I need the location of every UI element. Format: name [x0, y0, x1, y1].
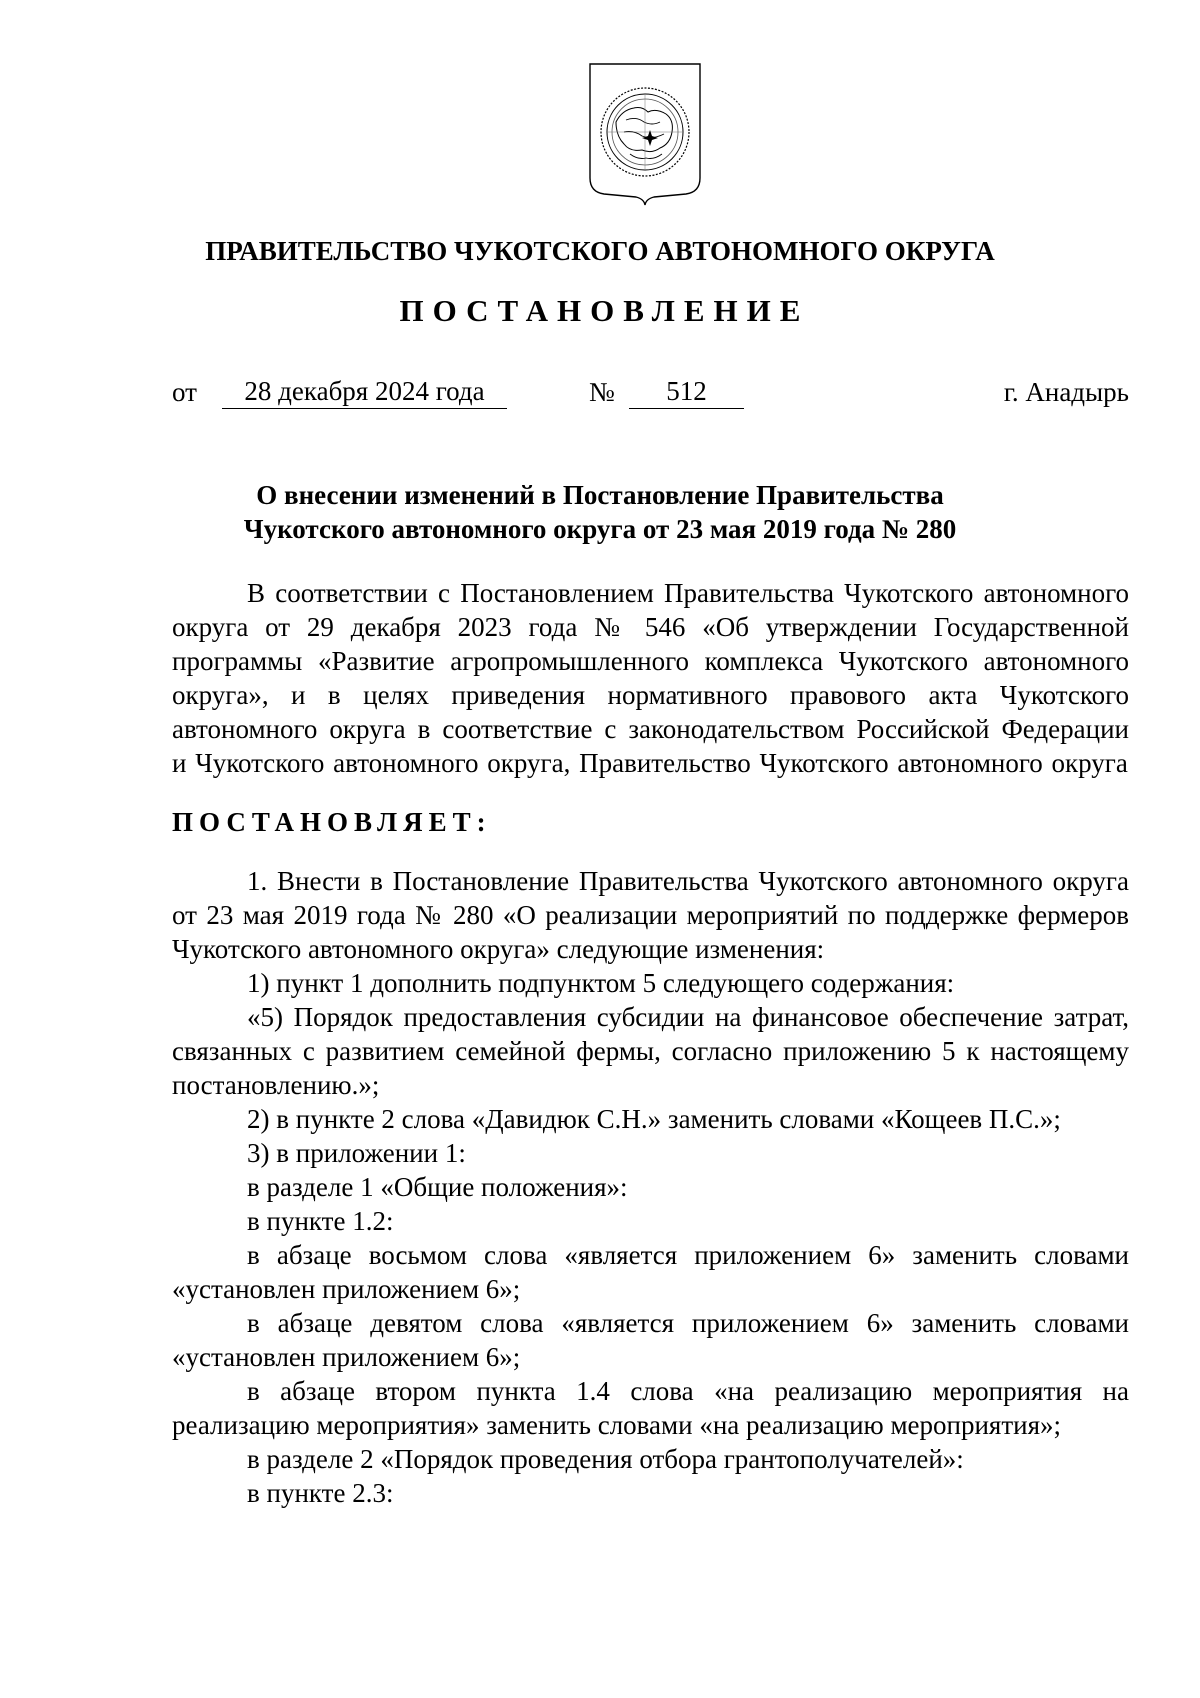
- issue-city: г. Анадырь: [1003, 377, 1129, 407]
- body-paragraph: в пункте 1.2:: [247, 1206, 394, 1236]
- date-prefix: от: [172, 377, 197, 407]
- body-paragraph: 2) в пункте 2 слова «Давидюк С.Н.» заменить словами «Кощеев П.С.»;: [247, 1104, 1061, 1134]
- number-sign: №: [589, 377, 615, 407]
- organization-name: ПРАВИТЕЛЬСТВО ЧУКОТСКОГО АВТОНОМНОГО ОКРУГА: [205, 236, 995, 266]
- body-paragraph: 1) пункт 1 дополнить подпунктом 5 следующего содержания:: [247, 968, 955, 998]
- body-paragraph: в абзаце восьмом слова «является приложением 6» заменить словами «установлен приложением 6»;: [172, 1240, 1129, 1304]
- preamble-paragraph: В соответствии с Постановлением Правительства Чукотского автономного округа от 29 декабря 2023 года № 546 «Об утверждении Государственной программы «Развитие агропромышленного комплекса Чукотского автономного округа», и в целях приведения нормативного правового акта Чукотского автономного округа в соответствие с законодательством Российской Федерации и Чукотского автономного округа, Правительство Чукотского автономного округа: [172, 578, 1129, 778]
- body-paragraph: в пункте 2.3:: [247, 1478, 394, 1508]
- body-paragraph: в абзаце втором пункта 1.4 слова «на реализацию мероприятия на реализацию мероприятия» заменить словами «на реализацию мероприятия»;: [172, 1376, 1129, 1440]
- body-paragraph: 1. Внести в Постановление Правительства Чукотского автономного округа от 23 мая 2019 года № 280 «О реализации мероприятий по поддержке фермеров Чукотского автономного округа» следующие изменения:: [172, 866, 1129, 964]
- subject-line-1: О внесении изменений в Постановление Правительства: [256, 480, 944, 510]
- body-paragraph: в абзаце девятом слова «является приложением 6» заменить словами «установлен приложением 6»;: [172, 1308, 1129, 1372]
- document-body: [172, 576, 1129, 1510]
- document-type-title: ПОСТАНОВЛЕНИЕ: [399, 293, 810, 328]
- date-number-line: [172, 374, 1129, 414]
- body-paragraph: 3) в приложении 1:: [247, 1138, 466, 1168]
- decree-word: ПОСТАНОВЛЯЕТ:: [172, 807, 492, 837]
- document-number: 512: [629, 374, 744, 409]
- body-paragraph: в разделе 2 «Порядок проведения отбора грантополучателей»:: [247, 1444, 964, 1474]
- document-subject: [0, 478, 1200, 546]
- subject-line-2: Чукотского автономного округа от 23 мая 2019 года № 280: [243, 514, 957, 544]
- body-paragraph: в разделе 1 «Общие положения»:: [247, 1172, 628, 1202]
- body-paragraph: «5) Порядок предоставления субсидии на финансовое обеспечение затрат, связанных с развитием семейной фермы, согласно приложению 5 к настоящему постановлению.»;: [172, 1002, 1129, 1100]
- coat-of-arms-emblem: [586, 60, 704, 206]
- document-date: 28 декабря 2024 года: [222, 374, 507, 409]
